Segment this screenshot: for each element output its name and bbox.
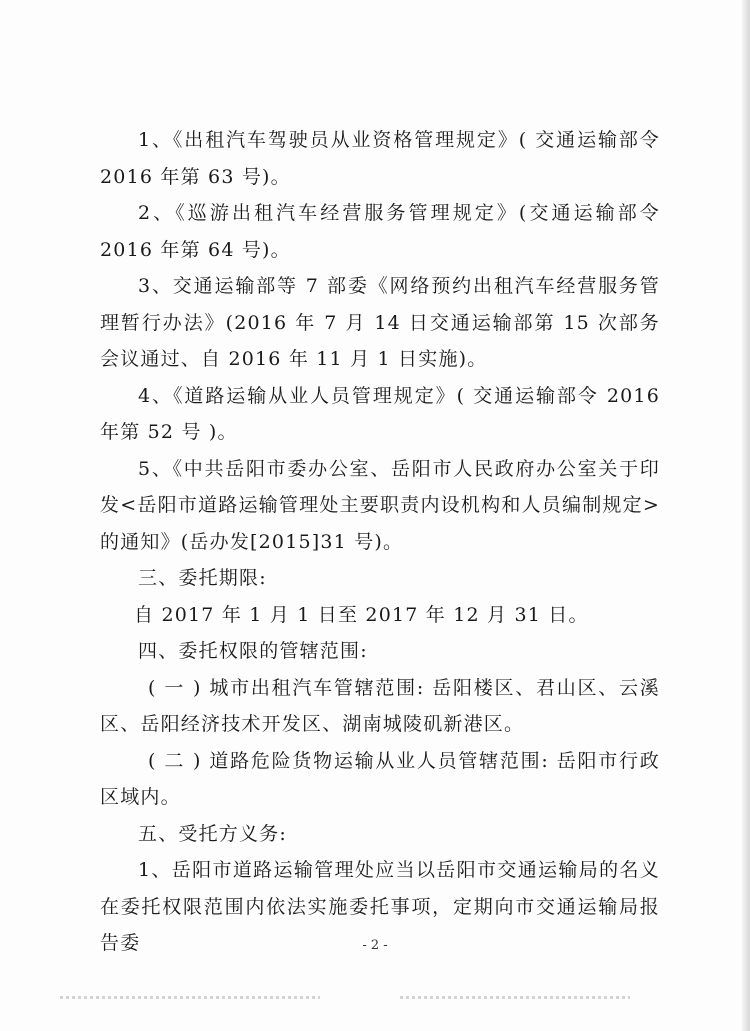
document-body (100, 122, 660, 962)
paragraph-hazmat-jurisdiction: ( 二 ) 道路危险货物运输从业人员管辖范围: 岳阳市行政区域内。 (100, 749, 660, 808)
heading-jurisdiction-scope: 四、委托权限的管辖范围: (138, 640, 368, 662)
paragraph-period-dates: 自 2017 年 1 月 1 日至 2017 年 12 月 31 日。 (134, 603, 589, 626)
paragraph-regulation-5: 5、《中共岳阳市委办公室、岳阳市人民政府办公室关于印发<岳阳市道路运输管理处主要职责内设机构和人员编制规定>的通知》(岳办发[2015]31 号)。 (100, 457, 660, 553)
heading-entrustment-period: 三、委托期限: (138, 567, 267, 589)
paragraph-regulation-1: 1、《出租汽车驾驶员从业资格管理规定》( 交通运输部令 2016 年第 63 号)。 (100, 129, 660, 188)
page-number: - 2 - (362, 938, 388, 953)
paragraph-taxi-jurisdiction: ( 一 ) 城市出租汽车管辖范围: 岳阳楼区、君山区、云溪区、岳阳经济技术开发区、湖南城陵矶新港区。 (100, 676, 660, 735)
heading-entrustee-obligations: 五、受托方义务: (138, 822, 288, 845)
page-edge-shadow (742, 0, 750, 1031)
scan-artifact-right (400, 996, 630, 999)
paragraph-obligation-1: 1、岳阳市道路运输管理处应当以岳阳市交通运输局的名义在委托权限范围内依法实施委托事项，定期向市交通运输局报告委 (100, 859, 660, 954)
paragraph-regulation-4: 4、《道路运输从业人员管理规定》( 交通运输部令 2016 年第 52 号 )。 (100, 384, 660, 443)
scan-artifact-left (60, 996, 320, 999)
paragraph-regulation-2: 2、《巡游出租汽车经营服务管理规定》(交通运输部令 2016 年第 64 号)。 (100, 202, 660, 261)
paragraph-regulation-3: 3、交通运输部等 7 部委《网络预约出租汽车经营服务管理暂行办法》(2016 年 7 月 14 日交通运输部第 15 次部务会议通过、自 2016 年 11 月 1 日实施)。 (100, 275, 660, 370)
